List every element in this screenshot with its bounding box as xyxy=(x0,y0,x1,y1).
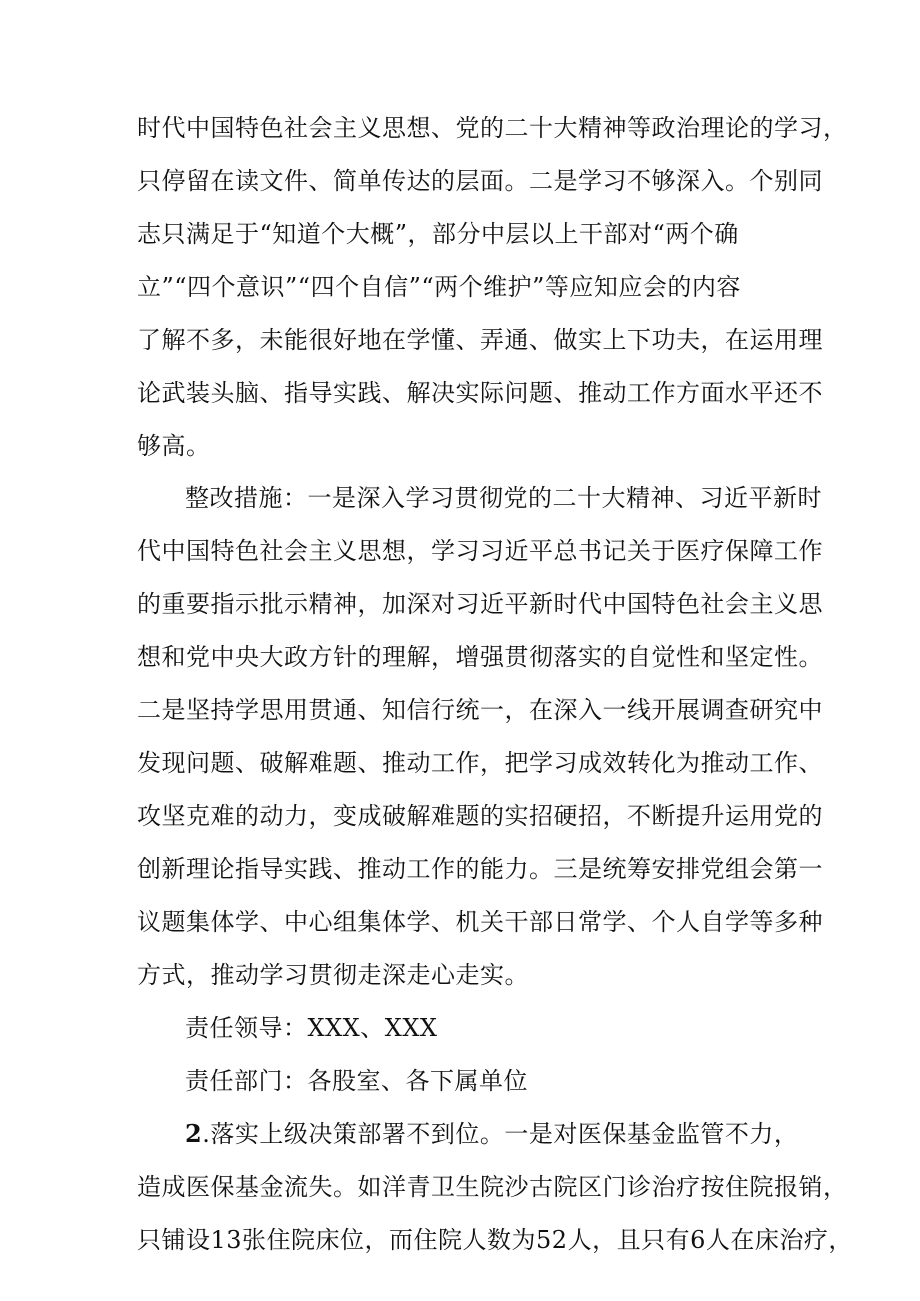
text-line: 方式，推动学习贯彻走深走心走实。 xyxy=(137,961,529,989)
responsible-leader: 责任领导：XXX、XXX xyxy=(185,1014,438,1042)
item-2-heading: .落实上级决策部署不到位。一是对医保基金监管不力， xyxy=(202,1120,799,1148)
item-number: 2 xyxy=(185,1119,203,1148)
text-line: 议题集体学、中心组集体学、机关干部日常学、个人自学等多种 xyxy=(137,908,823,936)
text-line: 发现问题、破解难题、推动工作，把学习成效转化为推动工作、 xyxy=(137,749,823,777)
text-line: 创新理论指导实践、推动工作的能力。三是统筹安排党组会第一 xyxy=(137,855,823,883)
text-line: 只铺设13张住院床位，而住院人数为52人，且只有6人在床治疗， xyxy=(137,1226,853,1254)
text-line: 攻坚克难的动力，变成破解难题的实招硬招，不断提升运用党的 xyxy=(137,802,823,830)
text-line: 整改措施：一是深入学习贯彻党的二十大精神、习近平新时 xyxy=(185,484,822,512)
text-line: 志只满足于“知道个大概”，部分中层以上干部对“两个确 xyxy=(137,220,739,248)
text-line: 了解不多，未能很好地在学懂、弄通、做实上下功夫，在运用理 xyxy=(137,326,823,354)
text-line: 只停留在读文件、简单传达的层面。二是学习不够深入。个别同 xyxy=(137,167,823,195)
text-line: 时代中国特色社会主义思想、党的二十大精神等政治理论的学习， xyxy=(137,114,848,142)
text-line: 代中国特色社会主义思想，学习习近平总书记关于医疗保障工作 xyxy=(137,537,823,565)
text-line: 立”“四个意识”“四个自信”“两个维护”等应知应会的内容 xyxy=(137,273,741,301)
text-line: 论武装头脑、指导实践、解决实际问题、推动工作方面水平还不 xyxy=(137,379,823,407)
text-line: 二是坚持学思用贯通、知信行统一，在深入一线开展调查研究中 xyxy=(137,696,823,724)
text-line: 想和党中央大政方针的理解，增强贯彻落实的自觉性和坚定性。 xyxy=(137,643,823,671)
text-line: 够高。 xyxy=(137,432,211,460)
responsible-department: 责任部门：各股室、各下属单位 xyxy=(185,1067,528,1095)
item-2-first-line xyxy=(185,1114,835,1154)
text-line: 造成医保基金流失。如洋青卫生院沙古院区门诊治疗按住院报销， xyxy=(137,1173,848,1201)
text-line: 的重要指示批示精神，加深对习近平新时代中国特色社会主义思 xyxy=(137,590,823,618)
